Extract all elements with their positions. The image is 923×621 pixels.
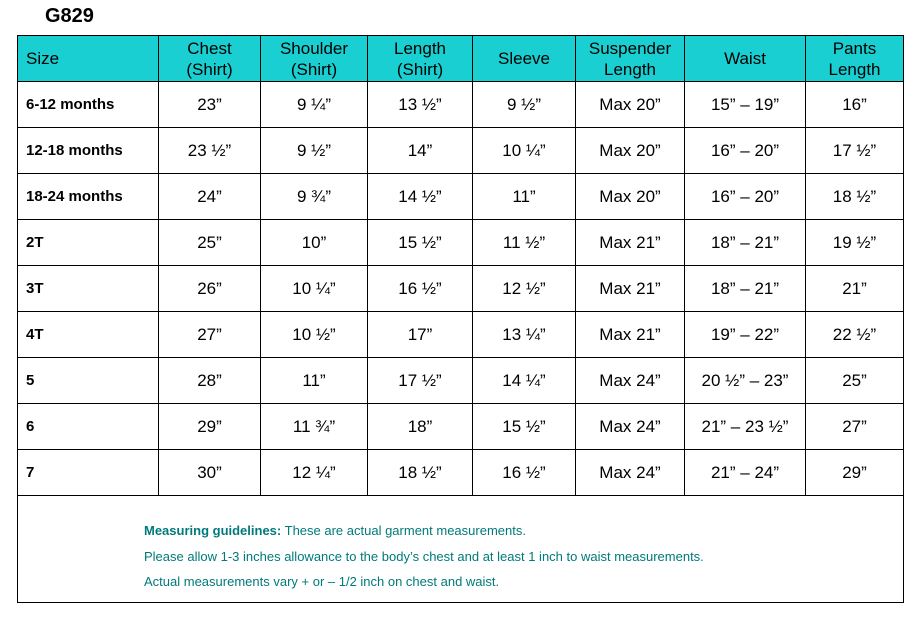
size-cell: 7 [18,450,159,496]
header-label-line: Length [394,38,446,58]
notes-line-1 [144,518,903,544]
measurement-cell: 21” – 23 ½” [685,404,806,450]
measurement-cell: 30” [159,450,261,496]
header-label-line: (Shirt) [186,59,233,79]
measurement-cell: Max 24” [576,358,685,404]
measurement-cell: 29” [806,450,904,496]
measurement-cell: 24” [159,174,261,220]
measurement-cell: 12 ¼” [261,450,368,496]
size-chart-table [17,35,904,603]
size-cell: 2T [18,220,159,266]
measurement-cell: 16” – 20” [685,174,806,220]
measurement-cell: 11” [473,174,576,220]
measurement-cell: Max 20” [576,82,685,128]
header-pants-length [806,36,904,82]
table-row [18,358,904,404]
measurement-cell: 18 ½” [806,174,904,220]
size-cell: 6 [18,404,159,450]
measurement-cell: 15” – 19” [685,82,806,128]
notes-text-1: These are actual garment measurements. [281,523,526,538]
measurement-cell: 23 ½” [159,128,261,174]
measurement-cell: 9 ½” [261,128,368,174]
measurement-cell: 18 ½” [368,450,473,496]
measurement-cell: 28” [159,358,261,404]
measurement-cell: 18” [368,404,473,450]
header-label-line: Shoulder [279,38,349,58]
header-label-line: Waist [724,49,766,68]
measurement-cell: 10 ¼” [261,266,368,312]
measurement-cell: 16 ½” [473,450,576,496]
measurement-cell: Max 21” [576,220,685,266]
header-length [368,36,473,82]
header-label-line: Length [828,59,881,79]
measurement-cell: 18” – 21” [685,220,806,266]
measurement-cell: Max 20” [576,128,685,174]
measurement-cell: Max 21” [576,312,685,358]
measurement-cell: 20 ½” – 23” [685,358,806,404]
measurement-cell: 11 ¾” [261,404,368,450]
notes-label: Measuring guidelines: [144,523,282,538]
page-title: G829 [45,5,94,27]
table-row [18,220,904,266]
header-label-line: (Shirt) [290,59,338,79]
measurement-cell: 22 ½” [806,312,904,358]
size-cell: 18-24 months [18,174,159,220]
measurement-cell: 16 ½” [368,266,473,312]
measurement-cell: Max 24” [576,404,685,450]
measurement-cell: 17 ½” [806,128,904,174]
measurement-cell: 15 ½” [473,404,576,450]
size-cell: 4T [18,312,159,358]
table-row [18,128,904,174]
measurement-cell: 10 ¼” [473,128,576,174]
table-row [18,266,904,312]
notes-line-2: Please allow 1-3 inches allowance to the body’s chest and at least 1 inch to waist measurements. [144,548,704,564]
header-label-line: Sleeve [498,49,550,68]
measurement-cell: 23” [159,82,261,128]
size-cell: 3T [18,266,159,312]
measurement-cell: 19” – 22” [685,312,806,358]
measurement-cell: 9 ¼” [261,82,368,128]
measurement-cell: 11” [261,358,368,404]
measurement-cell: 29” [159,404,261,450]
header-label-line: Size [26,49,60,68]
measurement-cell: 14 ¼” [473,358,576,404]
notes-row [18,496,904,603]
measurement-cell: 13 ¼” [473,312,576,358]
measurement-cell: 12 ½” [473,266,576,312]
measurement-cell: 25” [159,220,261,266]
header-label-line: Pants [832,38,877,58]
measurement-cell: 13 ½” [368,82,473,128]
measurement-cell: 17” [368,312,473,358]
header-label-line: Length [604,59,656,79]
table-row [18,174,904,220]
size-cell: 5 [18,358,159,404]
measurement-cell: 9 ½” [473,82,576,128]
table-row [18,450,904,496]
notes-cell [18,496,904,603]
header-row [18,36,904,82]
table-row [18,312,904,358]
header-label-line: Suspender [588,38,672,58]
measurement-cell: Max 24” [576,450,685,496]
measurement-cell: 11 ½” [473,220,576,266]
header-chest [159,36,261,82]
measurement-cell: 14 ½” [368,174,473,220]
measurement-cell: Max 21” [576,266,685,312]
measurement-cell: 21” [806,266,904,312]
header-shoulder [261,36,368,82]
measurement-cell: 25” [806,358,904,404]
header-waist [685,36,806,82]
measurement-cell: 14” [368,128,473,174]
measurement-cell: 10” [261,220,368,266]
notes-line-3: Actual measurements vary + or – 1/2 inch on chest and waist. [144,574,500,589]
size-cell: 12-18 months [18,128,159,174]
table-row [18,82,904,128]
measuring-notes [18,496,903,595]
measurement-cell: 9 ¾” [261,174,368,220]
header-sleeve [473,36,576,82]
measurement-cell: Max 20” [576,174,685,220]
header-label-line: (Shirt) [396,59,444,79]
measurement-cell: 27” [806,404,904,450]
measurement-cell: 17 ½” [368,358,473,404]
header-label-line: Chest [187,38,232,58]
measurement-cell: 19 ½” [806,220,904,266]
measurement-cell: 18” – 21” [685,266,806,312]
measurement-cell: 26” [159,266,261,312]
measurement-cell: 16” – 20” [685,128,806,174]
measurement-cell: 10 ½” [261,312,368,358]
measurement-cell: 16” [806,82,904,128]
header-suspender-length [576,36,685,82]
header-size [18,36,159,82]
table-row [18,404,904,450]
size-cell: 6-12 months [18,82,159,128]
measurement-cell: 21” – 24” [685,450,806,496]
measurement-cell: 27” [159,312,261,358]
measurement-cell: 15 ½” [368,220,473,266]
